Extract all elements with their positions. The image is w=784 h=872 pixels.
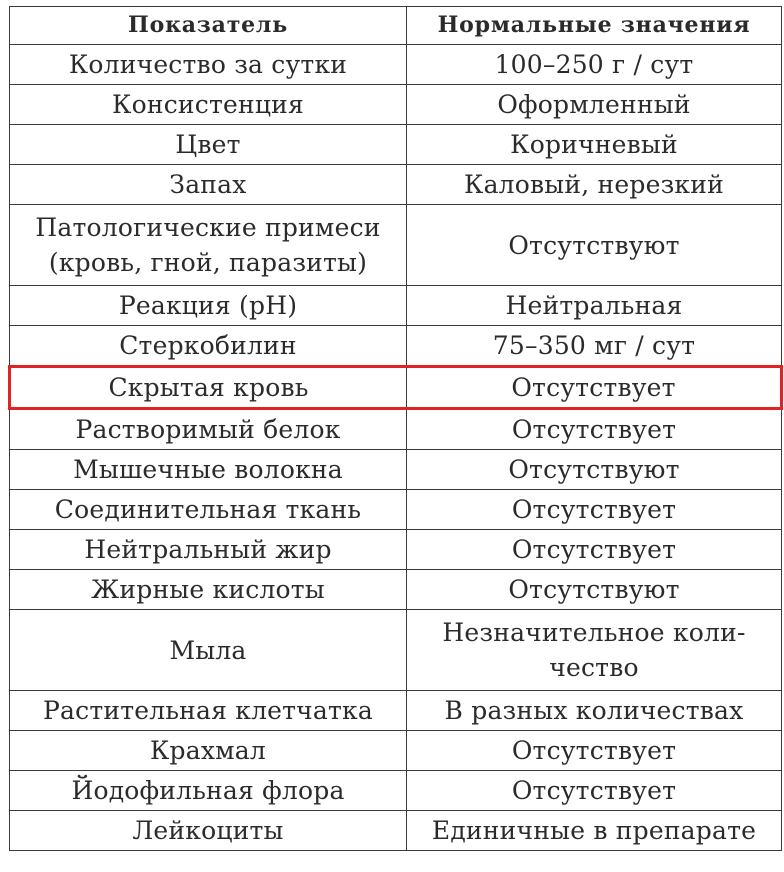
table-row bbox=[10, 326, 782, 367]
indicator-cell bbox=[10, 125, 407, 165]
normal-value-text: Отсутствует bbox=[511, 495, 677, 524]
normal-value-cell bbox=[407, 570, 782, 610]
normal-value-text: В разных количествах bbox=[444, 696, 744, 725]
indicator-text: Мышечные волокна bbox=[73, 455, 343, 484]
indicator-cell bbox=[10, 570, 407, 610]
normal-value-cell bbox=[407, 85, 782, 125]
normal-value-text: Оформленный bbox=[497, 90, 691, 119]
indicator-cell bbox=[10, 45, 407, 85]
indicator-text: Стеркобилин bbox=[119, 331, 297, 360]
table-row bbox=[10, 45, 782, 85]
normal-value-text: Отсутствуют bbox=[508, 455, 680, 484]
normal-value-text: Отсутствует bbox=[511, 736, 677, 765]
indicator-text: Жирные кислоты bbox=[91, 575, 325, 604]
indicator-text: Патологические примеси bbox=[35, 213, 381, 242]
normal-value-text: Отсутствует bbox=[511, 415, 677, 444]
normal-value-text: чество bbox=[549, 653, 639, 682]
indicator-text: Нейтральный жир bbox=[84, 535, 332, 564]
normal-value-cell bbox=[407, 530, 782, 570]
normal-value-cell bbox=[407, 326, 782, 367]
normal-value-text: Нейтральная bbox=[505, 291, 683, 320]
header-indicator: Показатель bbox=[10, 7, 407, 45]
table-row bbox=[10, 731, 782, 771]
normal-value-cell bbox=[407, 691, 782, 731]
normal-value-cell bbox=[407, 731, 782, 771]
indicator-cell bbox=[10, 367, 407, 409]
table-row bbox=[10, 811, 782, 851]
table-body bbox=[10, 45, 782, 851]
table-row bbox=[10, 286, 782, 326]
table-row bbox=[10, 409, 782, 450]
normal-value-cell bbox=[407, 811, 782, 851]
normal-value-text: Отсутствуют bbox=[508, 230, 680, 260]
normal-value-text: Отсутствует bbox=[511, 373, 676, 402]
normal-value-cell bbox=[407, 125, 782, 165]
table-row bbox=[10, 165, 782, 205]
normal-value-cell bbox=[407, 45, 782, 85]
normal-value-text: Отсутствуют bbox=[508, 575, 680, 604]
normal-value-cell bbox=[407, 450, 782, 490]
table-row bbox=[10, 125, 782, 165]
indicator-text: Реакция (pH) bbox=[118, 291, 298, 320]
reference-table-container bbox=[8, 6, 780, 851]
normal-value-cell bbox=[407, 490, 782, 530]
table-row bbox=[10, 771, 782, 811]
table-row bbox=[10, 570, 782, 610]
indicator-cell bbox=[10, 450, 407, 490]
table-row bbox=[10, 530, 782, 570]
normal-value-text: Коричневый bbox=[510, 130, 678, 159]
normal-value-cell bbox=[407, 771, 782, 811]
table-header-row bbox=[10, 7, 782, 45]
indicator-cell bbox=[10, 490, 407, 530]
indicator-cell bbox=[10, 771, 407, 811]
table-row bbox=[10, 205, 782, 286]
normal-value-text: Незначительное коли- bbox=[442, 618, 746, 647]
indicator-text: Консистенция bbox=[112, 90, 304, 119]
indicator-text: Растворимый белок bbox=[75, 415, 341, 444]
indicator-text: Лейкоциты bbox=[132, 816, 284, 845]
table-row bbox=[10, 490, 782, 530]
indicator-cell bbox=[10, 286, 407, 326]
indicator-cell bbox=[10, 530, 407, 570]
normal-value-text: Отсутствует bbox=[511, 776, 677, 805]
indicator-cell bbox=[10, 165, 407, 205]
indicator-cell bbox=[10, 409, 407, 450]
stool-analysis-norms-table bbox=[8, 6, 783, 851]
table-row bbox=[10, 691, 782, 731]
normal-value-text: Единичные в препарате bbox=[431, 816, 757, 845]
indicator-text: Цвет bbox=[175, 130, 241, 159]
indicator-cell bbox=[10, 731, 407, 771]
normal-value-cell bbox=[407, 205, 782, 286]
normal-value-text: Каловый, нерезкий bbox=[464, 170, 724, 199]
normal-value-cell bbox=[407, 286, 782, 326]
indicator-cell bbox=[10, 691, 407, 731]
normal-value-text: Отсутствует bbox=[511, 535, 677, 564]
indicator-text: Соединительная ткань bbox=[54, 495, 362, 524]
indicator-text: Запах bbox=[169, 170, 247, 199]
indicator-cell bbox=[10, 811, 407, 851]
indicator-text: Йодофильная флора bbox=[71, 776, 345, 805]
indicator-cell bbox=[10, 85, 407, 125]
table-row bbox=[10, 85, 782, 125]
table-row-highlighted bbox=[10, 367, 782, 409]
indicator-text: Скрытая кровь bbox=[108, 373, 309, 402]
indicator-text: Мыла bbox=[169, 635, 247, 665]
table-row bbox=[10, 610, 782, 691]
normal-value-text: 75–350 мг / сут bbox=[492, 331, 696, 360]
indicator-cell bbox=[10, 610, 407, 691]
normal-value-cell bbox=[407, 409, 782, 450]
indicator-cell bbox=[10, 205, 407, 286]
table-row bbox=[10, 450, 782, 490]
indicator-text: Количество за сутки bbox=[68, 50, 348, 79]
indicator-text: Растительная клетчатка bbox=[43, 696, 373, 725]
indicator-text: Крахмал bbox=[150, 736, 266, 765]
normal-value-cell bbox=[407, 367, 782, 409]
indicator-cell bbox=[10, 326, 407, 367]
indicator-text: (кровь, гной, паразиты) bbox=[48, 248, 368, 277]
header-normal-values: Нормальные значения bbox=[407, 7, 782, 45]
normal-value-text: 100–250 г / сут bbox=[494, 50, 694, 79]
normal-value-cell bbox=[407, 610, 782, 691]
normal-value-cell bbox=[407, 165, 782, 205]
